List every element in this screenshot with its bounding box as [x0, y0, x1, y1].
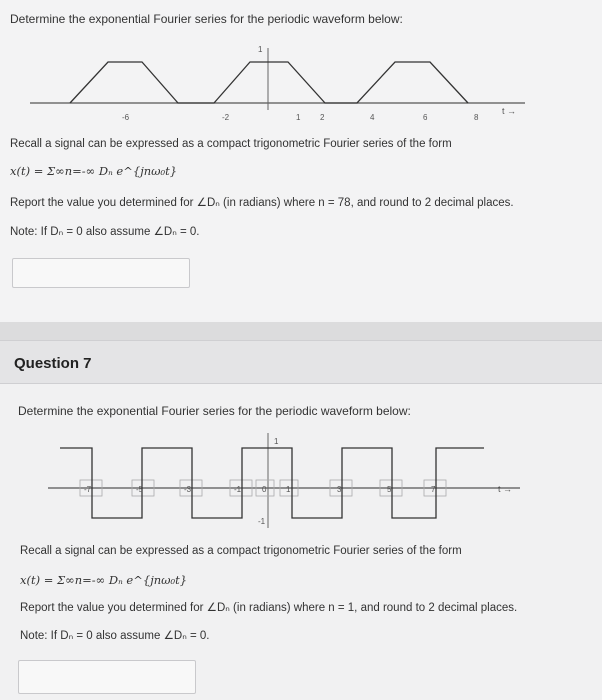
q6-tick-label: 4: [370, 113, 375, 122]
question-7-recall-text: Recall a signal can be expressed as a compact trigonometric Fourier series of the form: [20, 545, 462, 557]
question-6-recall-text: Recall a signal can be expressed as a compact trigonometric Fourier series of the form: [10, 138, 452, 150]
question-7-note: Note: If Dₙ = 0 also assume ∠Dₙ = 0.: [20, 630, 210, 642]
question-7-title: Question 7: [14, 355, 92, 372]
q7-top-label: 1: [274, 437, 279, 446]
q7-tick-label: -1: [234, 485, 242, 494]
q6-axis-label: t →: [502, 106, 517, 116]
q6-tick-label: 6: [423, 113, 428, 122]
question-6-answer-input[interactable]: [12, 258, 190, 288]
question-6-formula: x(t) = Σ∞n=-∞ Dₙ e^{jnω₀t}: [10, 164, 178, 178]
q7-tick-label: 5: [387, 485, 392, 494]
q7-tick-label: 1: [286, 485, 291, 494]
q6-tick-label: 2: [320, 113, 325, 122]
q7-tick-label: 3: [337, 485, 342, 494]
q7-bottom-label: -1: [258, 517, 266, 526]
question-7-answer-input[interactable]: [18, 660, 196, 694]
q6-tick-label: 1: [296, 113, 301, 122]
question-6-waveform-graph: [0, 40, 602, 130]
question-7-report-text: Report the value you determined for ∠Dₙ (in radians) where n = 1, and round to 2 decimal places.: [20, 602, 518, 614]
q7-tick-label: -7: [84, 485, 92, 494]
q7-tick-label: -5: [136, 485, 144, 494]
q7-tick-label: -3: [184, 485, 192, 494]
q6-top-label: 1: [258, 45, 263, 54]
question-6-note: Note: If Dₙ = 0 also assume ∠Dₙ = 0.: [10, 226, 200, 238]
q6-tick-label: 8: [474, 113, 479, 122]
question-6-prompt: Determine the exponential Fourier series for the periodic waveform below:: [10, 12, 403, 26]
q6-tick-label: -2: [222, 113, 230, 122]
question-divider: [0, 322, 602, 340]
q6-tick-label: -6: [122, 113, 130, 122]
q7-tick-label: 0: [262, 485, 267, 494]
q7-tick-label: 7: [431, 485, 436, 494]
q7-waveform-trace: [60, 448, 484, 518]
question-7-prompt: Determine the exponential Fourier series for the periodic waveform below:: [18, 404, 411, 418]
q7-axis-label: t →: [498, 484, 513, 494]
q6-waveform-trace: [70, 62, 468, 103]
question-7-formula: x(t) = Σ∞n=-∞ Dₙ e^{jnω₀t}: [20, 573, 188, 587]
question-7-waveform-graph: [0, 428, 602, 538]
question-7-header: [0, 340, 602, 384]
question-6-report-text: Report the value you determined for ∠Dₙ (in radians) where n = 78, and round to 2 decimal places.: [10, 197, 514, 209]
